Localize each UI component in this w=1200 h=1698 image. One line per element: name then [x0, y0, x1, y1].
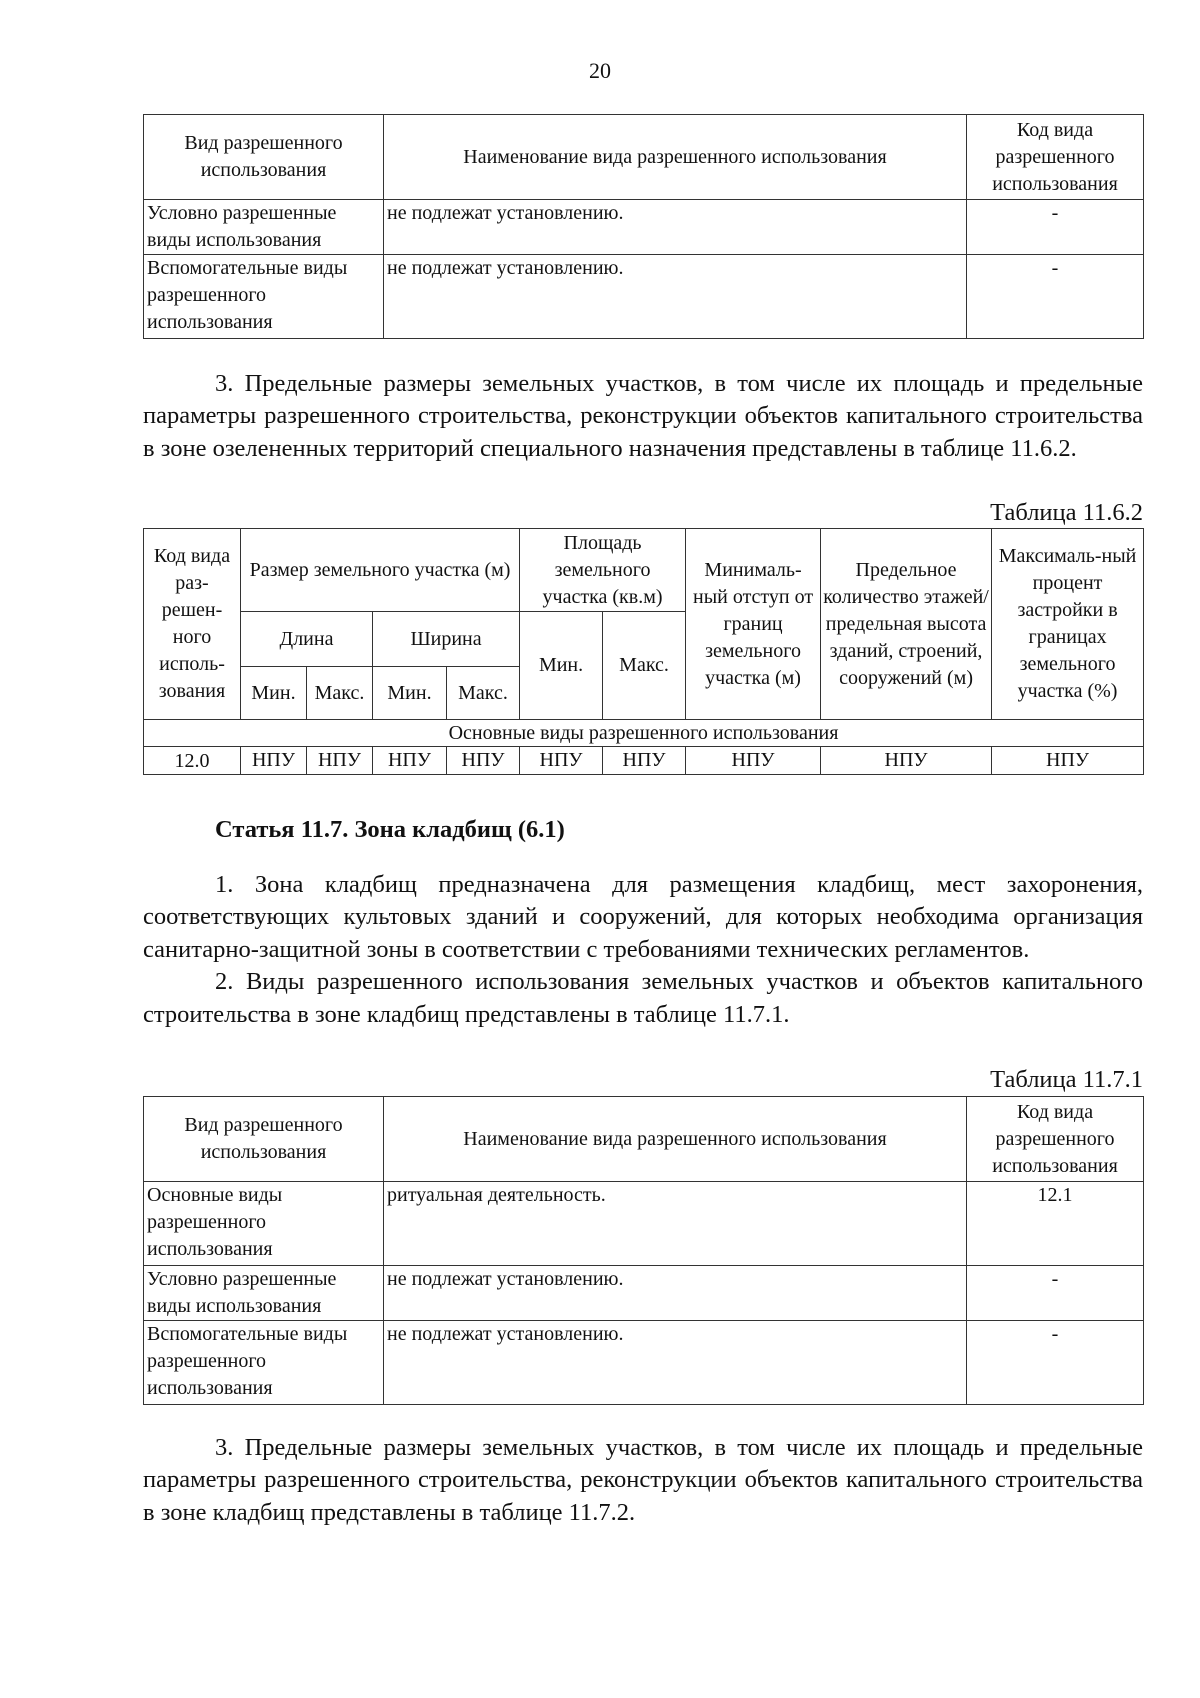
- header-width-min: Мин.: [373, 667, 447, 720]
- cell-area-min: НПУ: [520, 747, 603, 775]
- cell-coverage: НПУ: [992, 747, 1144, 775]
- header-length-max: Макс.: [307, 667, 373, 720]
- cell-code: 12.0: [144, 747, 241, 775]
- cell-setback: НПУ: [686, 747, 821, 775]
- header-use-code: Код вида разрешенного использования: [967, 1097, 1144, 1182]
- article-heading: Статья 11.7. Зона кладбищ (6.1): [215, 816, 565, 843]
- row-use-code: -: [967, 1321, 1144, 1405]
- table-row: [144, 200, 1144, 255]
- header-code: Код вида раз-решен-ного исполь-зования: [144, 529, 241, 720]
- paragraph-2: 2. Виды разрешенного использования земельных участков и объектов капитального строительства в зоне кладбищ представлены в таблице 11.7.1.: [143, 968, 1143, 1028]
- cell-area-max: НПУ: [603, 747, 686, 775]
- row-use-type: Основные виды разрешенного использования: [144, 1182, 384, 1266]
- header-plot-area: Площадь земельного участка (кв.м): [520, 529, 686, 612]
- header-use-type: Вид разрешенного использования: [144, 115, 384, 200]
- row-use-type: Условно разрешенные виды использования: [144, 1266, 384, 1321]
- header-use-name: Наименование вида разрешенного использования: [384, 1097, 967, 1182]
- header-coverage: Максималь-ный процент застройки в границах земельного участка (%): [992, 529, 1144, 720]
- page-number: 20: [589, 58, 611, 83]
- header-area-min: Мин.: [520, 612, 603, 720]
- header-length-min: Мин.: [241, 667, 307, 720]
- row-use-type: Условно разрешенные виды использования: [144, 200, 384, 255]
- header-area-max: Макс.: [603, 612, 686, 720]
- row-use-type: Вспомогательные виды разрешенного использования: [144, 1321, 384, 1405]
- cell-width-max: НПУ: [447, 747, 520, 775]
- header-floors: Предельное количество этажей/ предельная высота зданий, строений, сооружений (м): [821, 529, 992, 720]
- permitted-use-table-1: [143, 114, 1143, 339]
- cell-width-min: НПУ: [373, 747, 447, 775]
- permitted-use-table-2: [143, 1096, 1143, 1405]
- paragraph-1: 1. Зона кладбищ предназначена для размещения кладбищ, мест захоронения, соответствующих культовых зданий и сооружений, для которых необходима организация санитарно-защитной зоны в соответствии с требованиями технических регламентов.: [143, 871, 1143, 963]
- table-row: [144, 1266, 1144, 1321]
- header-setback: Минималь-ный отступ от границ земельного участка (м): [686, 529, 821, 720]
- paragraph-limits-11-6: 3. Предельные размеры земельных участков, в том числе их площадь и предельные параметры разрешенного строительства, реконструкции объектов капитального строительства в зоне озелененных территорий специального назначения представлены в таблице 11.6.2.: [143, 370, 1143, 462]
- table-caption-11-7-1: Таблица 11.7.1: [990, 1066, 1143, 1093]
- header-width: Ширина: [373, 612, 520, 667]
- row-use-name: не подлежат установлению.: [384, 1266, 967, 1321]
- header-width-max: Макс.: [447, 667, 520, 720]
- row-use-code: -: [967, 200, 1144, 255]
- header-use-code: Код вида разрешенного использования: [967, 115, 1144, 200]
- params-table-11-6-2: [143, 528, 1143, 775]
- header-length: Длина: [241, 612, 373, 667]
- cell-length-min: НПУ: [241, 747, 307, 775]
- row-use-type: Вспомогательные виды разрешенного использования: [144, 255, 384, 339]
- row-use-name: не подлежат установлению.: [384, 1321, 967, 1405]
- row-use-code: -: [967, 255, 1144, 339]
- header-use-name: Наименование вида разрешенного использования: [384, 115, 967, 200]
- table-caption-11-6-2: Таблица 11.6.2: [990, 499, 1143, 526]
- row-use-name: не подлежат установлению.: [384, 200, 967, 255]
- table-row: [144, 747, 1144, 775]
- cell-floors: НПУ: [821, 747, 992, 775]
- header-plot-size: Размер земельного участка (м): [241, 529, 520, 612]
- row-use-name: ритуальная деятельность.: [384, 1182, 967, 1266]
- header-use-type: Вид разрешенного использования: [144, 1097, 384, 1182]
- row-use-name: не подлежат установлению.: [384, 255, 967, 339]
- table-header-row: [144, 1097, 1144, 1182]
- table-row: [144, 1321, 1144, 1405]
- table-header-row: [144, 115, 1144, 200]
- paragraph-3: 3. Предельные размеры земельных участков, в том числе их площадь и предельные параметры разрешенного строительства, реконструкции объектов капитального строительства в зоне кладбищ представлены в таблице 11.7.2.: [143, 1434, 1143, 1526]
- cell-length-max: НПУ: [307, 747, 373, 775]
- row-use-code: -: [967, 1266, 1144, 1321]
- table-row: [144, 1182, 1144, 1266]
- row-use-code: 12.1: [967, 1182, 1144, 1266]
- table-row: [144, 255, 1144, 339]
- section-label: Основные виды разрешенного использования: [144, 720, 1144, 747]
